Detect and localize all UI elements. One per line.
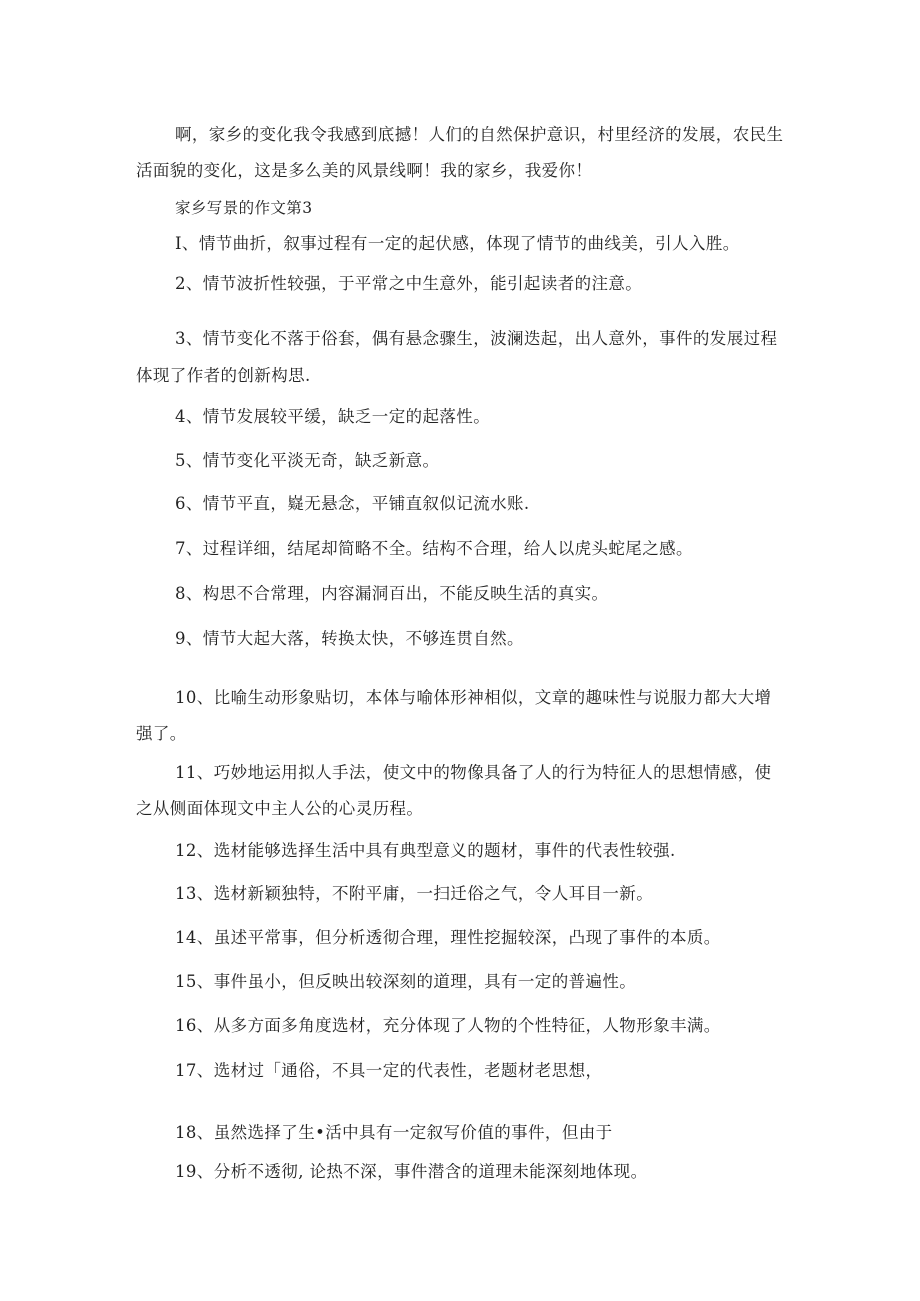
item-19: 19、分析不透彻, 论热不深，事件潜含的道理未能深刻地体现。 [175,1162,648,1181]
item-1: I、情节曲折，叙事过程有一定的起伏感，体现了情节的曲线美，引人入胜。 [175,234,740,253]
item-16: 16、从多方面多角度选材，充分体现了人物的个性特征，人物形象丰满。 [175,1016,721,1035]
item-3-line-1: 3、情节变化不落于俗套，偶有悬念骤生，波澜迭起，出人意外，事件的发展过程 [175,329,778,348]
item-10-line-1: 10、比喻生动形象贴切，本体与喻体形神相似，文章的趣味性与说服力都大大增 [175,688,772,707]
section-title: 家乡写景的作文第3 [175,199,313,217]
item-2: 2、情节波折性较强，于平常之中生意外，能引起读者的注意。 [175,274,643,293]
item-7: 7、过程详细，结尾却简略不全。结构不合理，给人以虎头蛇尾之感。 [175,539,693,558]
item-15: 15、事件虽小，但反映出较深刻的道理，具有一定的普遍性。 [175,972,637,991]
item-13: 13、选材新颖独特，不附平庸，一扫迁俗之气，令人耳目一新。 [175,884,654,903]
intro-line-2: 活面貌的变化，这是多么美的风景线啊！我的家乡，我爱你！ [136,161,593,180]
item-14: 14、虽述平常事，但分析透彻合理，理性挖掘较深，凸现了事件的本质。 [175,928,721,947]
item-10-line-2: 强了。 [136,724,187,743]
item-9: 9、情节大起大落，转换太快，不够连贯自然。 [175,629,524,648]
intro-line-1: 啊，家乡的变化我令我感到底撼！人们的自然保护意识，村里经济的发展，农民生 [175,125,784,144]
item-4: 4、情节发展较平缓，缺乏一定的起落性。 [175,407,491,426]
item-3-line-2: 体现了作者的创新构思. [136,366,311,385]
item-12: 12、选材能够选择生活中具有典型意义的题材，事件的代表性较强. [175,841,676,860]
item-8: 8、构思不合常理，内容漏洞百出，不能反映生活的真实。 [175,584,609,603]
item-11-line-2: 之从侧面体现文中主人公的心灵历程。 [136,799,424,818]
item-11-line-1: 11、巧妙地运用拟人手法，使文中的物像具备了人的行为特征人的思想情感，使 [175,763,772,782]
item-5: 5、情节变化平淡无奇，缺乏新意。 [175,451,440,470]
item-17: 17、选材过「通俗，不具一定的代表性，老题材老思想， [175,1061,603,1080]
item-18: 18、虽然选择了生•活中具有一定叙写价值的事件，但由于 [175,1123,613,1142]
item-6: 6、情节平直，嶷无悬念，平铺直叙似记流水账. [175,494,530,513]
